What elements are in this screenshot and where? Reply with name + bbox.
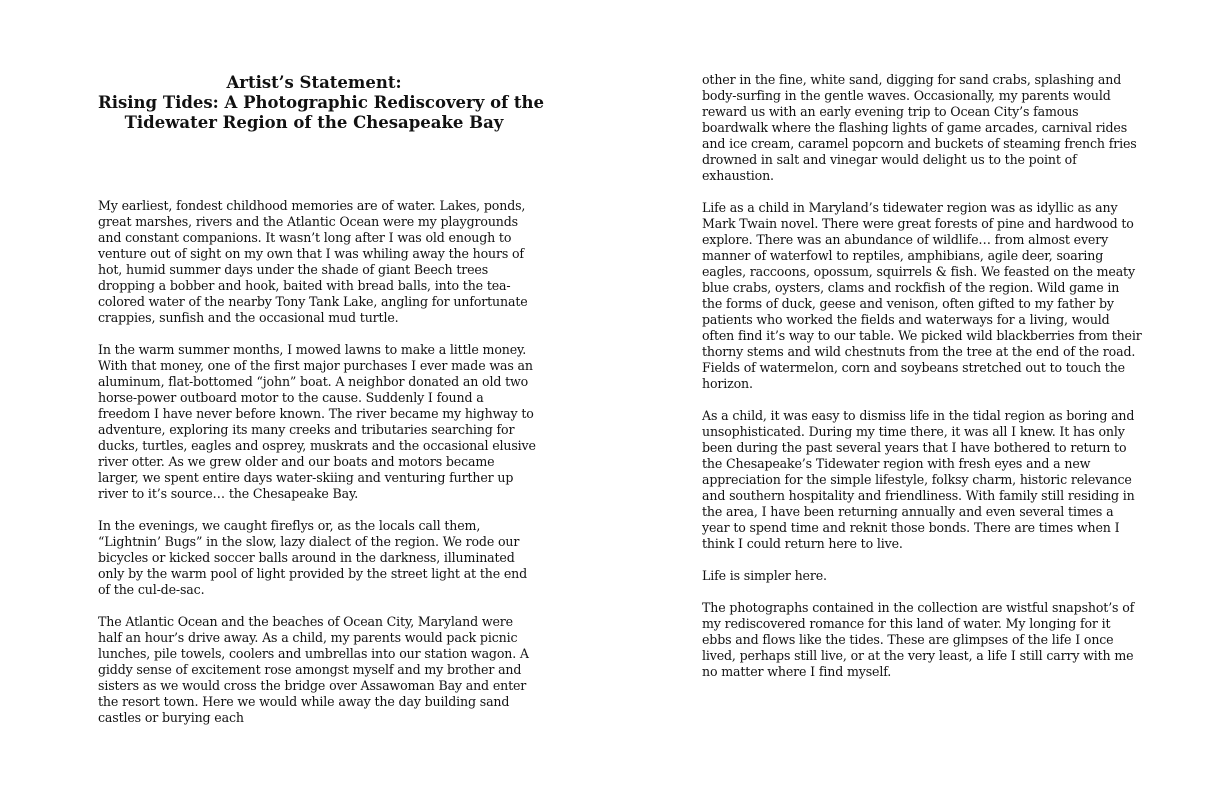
title-line-1: Artist’s Statement: — [226, 73, 402, 92]
paragraph-photographs: The photographs contained in the collection are wistful snapshot’s of my rediscovered romance for this land of water. My longing for it ebbs and flows like the tides. These are glimpses of the life I once lived, perhaps still live, or at the very least, a life I still carry with me no matter where I find myself. — [702, 600, 1135, 679]
title-line-3: Tidewater Region of the Chesapeake Bay — [124, 113, 504, 132]
paragraph-return: As a child, it was easy to dismiss life in the tidal region as boring and unsophisticated. During my time there, it was all I knew. It has only been during the past several years that I have bothered to return to the Chesapeake’s Tidewater region with fresh eyes and a new appreciation for the simple lifestyle, folksy charm, historic relevance and southern hospitality and friendliness. With family still residing in the area, I have been returning annually and even several times a year to spend time and reknit those bonds. There are times when I think I could return here to live. — [702, 408, 1135, 551]
paragraph-beach-boardwalk: other in the fine, white sand, digging for sand crabs, splashing and body-surfing in the gentle waves. Occasionally, my parents would reward us with an early evening trip to Ocean City’s famous boardwalk where the flashing lights of game arcades, carnival rides and ice cream, caramel popcorn and buckets of steaming french fries drowned in salt and vinegar would delight us to the point of exhaustion. — [702, 72, 1137, 183]
right-body — [702, 72, 1142, 696]
paragraph-summer-boat: In the warm summer months, I mowed lawns to make a little money. With that money, one of the first major purchases I ever made was an aluminum, flat-bottomed “john” boat. A neighbor donated an old two horse-power outboard motor to the cause. Suddenly I found a freedom I have never before known. The river became my highway to adventure, exploring its many creeks and tributaries searching for ducks, turtles, eagles and osprey, muskrats and the occasional elusive river otter. As we grew older and our boats and motors became larger, we spent entire days water-skiing and venturing further up river to it’s source… the Chesapeake Bay. — [98, 342, 536, 501]
paragraph-tidewater-life: Life as a child in Maryland’s tidewater region was as idyllic as any Mark Twain novel. There were great forests of pine and hardwood to explore. There was an abundance of wildlife… from almost every manner of waterfowl to reptiles, amphibians, agile deer, soaring eagles, raccoons, opossum, squirrels & fish. We feasted on the meaty blue crabs, oysters, clams and rockfish of the region. Wild game in the forms of duck, geese and venison, often gifted to my father by patients who worked the fields and waterways for a living, would often find it’s way to our table. We picked wild blackberries from their thorny stems and wild chestnuts from the tree at the end of the road. Fields of watermelon, corn and soybeans stretched out to touch the horizon. — [702, 200, 1142, 391]
paragraph-life-simpler: Life is simpler here. — [702, 568, 827, 583]
paragraph-evenings: In the evenings, we caught fireflys or, as the locals call them, “Lightnin’ Bugs” in the slow, lazy dialect of the region. We rode our bicycles or kicked soccer balls around in the darkness, illuminated only by the warm pool of light provided by the street light at the end of the cul-de-sac. — [98, 518, 528, 597]
title-line-2: Rising Tides: A Photographic Rediscovery of the — [98, 93, 545, 112]
paragraph-childhood-memories: My earliest, fondest childhood memories are of water. Lakes, ponds, great marshes, rivers and the Atlantic Ocean were my playgrounds and constant companions. It wasn’t long after I was old enough to venture out of sight on my own that I was whiling away the hours of hot, humid summer days under the shade of giant Beech trees dropping a bobber and hook, baited with bread balls, into the tea-colored water of the nearby Tony Tank Lake, angling for unfortunate crappies, sunfish and the occasional mud turtle. — [98, 198, 528, 325]
document-title — [98, 73, 545, 133]
left-body — [98, 198, 538, 742]
paragraph-ocean-city: The Atlantic Ocean and the beaches of Ocean City, Maryland were half an hour’s drive away. As a child, my parents would pack picnic lunches, pile towels, coolers and umbrellas into our station wagon. A giddy sense of excitement rose amongst myself and my brother and sisters as we would cross the bridge over Assawoman Bay and enter the resort town. Here we would while away the day building sand castles or burying each — [98, 614, 529, 725]
